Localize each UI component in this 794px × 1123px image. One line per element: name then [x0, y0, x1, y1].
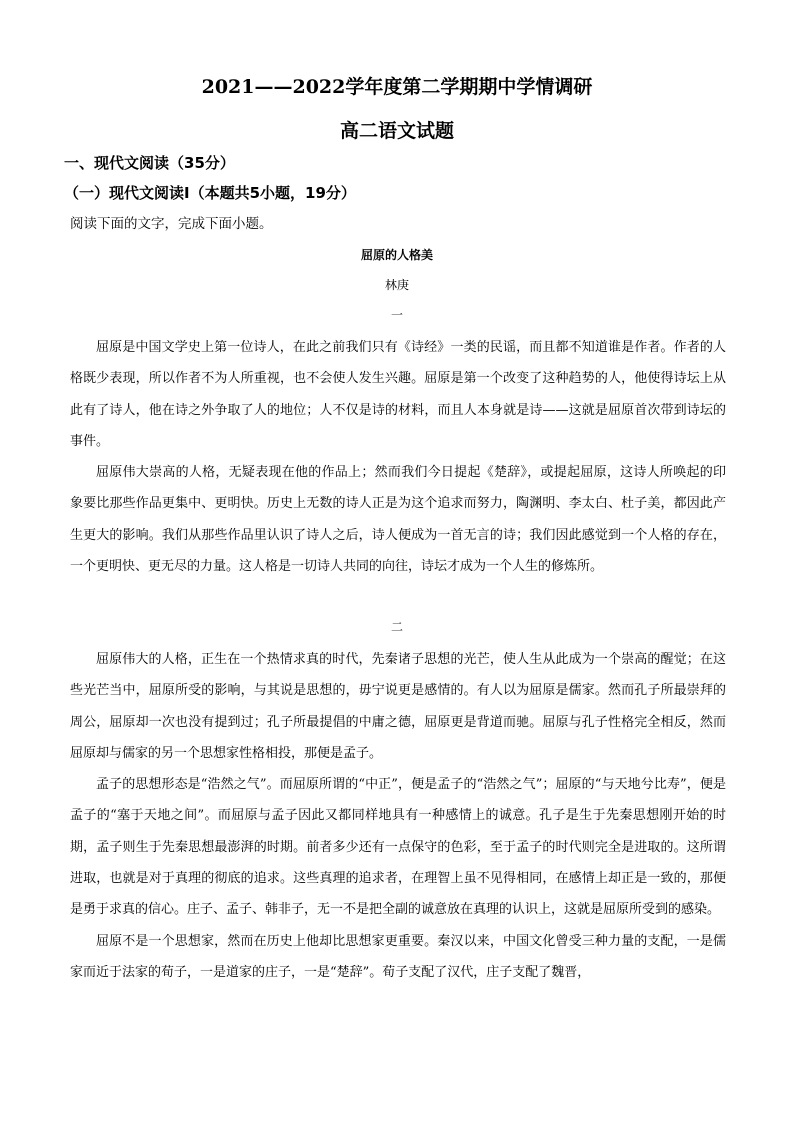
part-two-body [70, 644, 726, 988]
paragraph: 屈原伟大崇高的人格，无疑表现在他的作品上；然而我们今日提起《楚辞》，或提起屈原，这诗人所唤起的印象要比那些作品更集中、更明快。历史上无数的诗人正是为这个追求而努力，陶渊明、李太白、杜子美，都因此产生更大的影响。我们从那些作品里认识了诗人之后，诗人便成为一首无言的诗；我们因此感觉到一个人格的存在，一个更明快、更无尽的力量。这人格是一切诗人共同的向往，诗坛才成为一个人生的修炼所。 [70, 465, 726, 575]
exam-title: 2021——2022学年度第二学期期中学情调研 [201, 76, 593, 98]
paragraph: 孟子的思想形态是“浩然之气”。而屈原所谓的“中正”，便是孟子的“浩然之气”；屈原的“与天地兮比寿”，便是孟子的“塞于天地之间”。而屈原与孟子因此又都同样地具有一种感情上的诚意。孔子是生于先秦思想刚开始的时期，孟子则生于先秦思想最澎湃的时期。前者多少还有一点保守的色彩，至于孟子的时代则完全是进取的。这所谓进取，也就是对于真理的彻底的追求。这些真理的追求者，在理智上虽不见得相同，在感情上却正是一致的，那便是勇于求真的信心。庄子、孟子、韩非子，无一不是把全副的诚意放在真理的认识上，这就是屈原所受到的感染。 [70, 777, 726, 918]
reading-instruction: 阅读下面的文字，完成下面小题。 [70, 216, 273, 232]
section-subheading: （一）现代文阅读Ⅰ（本题共5小题，19分） [64, 184, 356, 202]
part-one-body [70, 332, 726, 582]
article-author: 林庚 [384, 278, 409, 292]
section-heading: 一、现代文阅读（35分） [64, 154, 235, 172]
article-title: 屈原的人格美 [360, 248, 433, 262]
paragraph: 屈原不是一个思想家，然而在历史上他却比思想家更重要。秦汉以来，中国文化曾受三种力量的支配，一是儒家而近于法家的荀子，一是道家的庄子，一是“楚辞”。荀子支配了汉代，庄子支配了魏晋， [70, 933, 726, 980]
part-two-label: 二 [390, 620, 403, 634]
part-one-label: 一 [390, 308, 403, 322]
paragraph: 屈原伟大的人格，正生在一个热情求真的时代，先秦诸子思想的光芒，使人生从此成为一个崇高的醒觉；在这些光芒当中，屈原所受的影响，与其说是思想的，毋宁说更是感情的。有人以为屈原是儒家。然而孔子所最崇拜的周公，屈原却一次也没有提到过；孔子所最提倡的中庸之德，屈原更是背道而驰。屈原与孔子性格完全相反，然而屈原却与儒家的另一个思想家性格相投，那便是孟子。 [70, 652, 726, 761]
paragraph: 屈原是中国文学史上第一位诗人，在此之前我们只有《诗经》一类的民谣，而且都不知道谁是作者。作者的人格既少表现，所以作者不为人所重视，也不会使人发生兴趣。屈原是第一个改变了这种趋势的人，他使得诗坛上从此有了诗人，他在诗之外争取了人的地位；人不仅是诗的材料，而且人本身就是诗——这就是屈原首次带到诗坛的事件。 [70, 340, 726, 449]
subject-title: 高二语文试题 [339, 120, 454, 142]
